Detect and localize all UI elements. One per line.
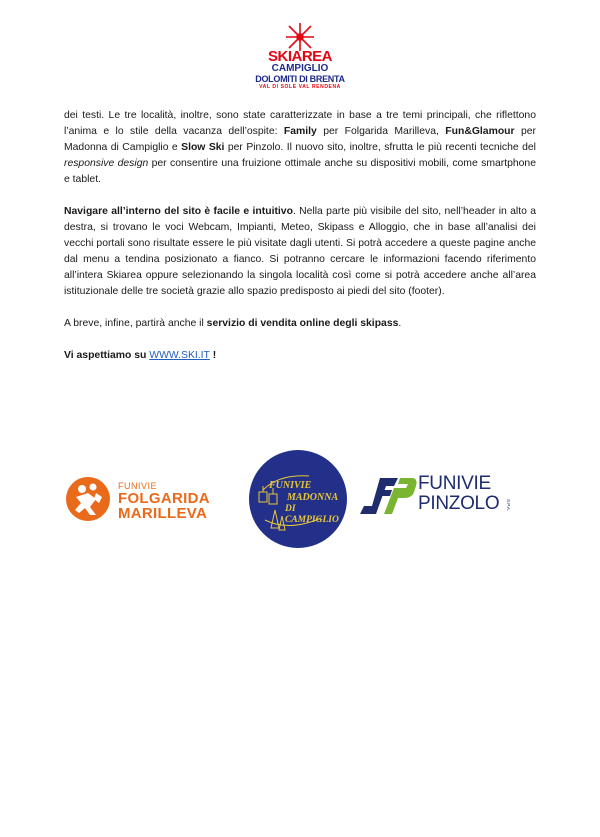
skiarea-logo (252, 22, 348, 102)
text-span: dei testi. Le tre località, inoltre, sono state caratterizzate in base a tre temi principali, che riflettono l’anima e lo stile della vacanza dell’ospite: (64, 110, 536, 137)
skipass-service: servizio di vendita online degli skipass (206, 318, 399, 329)
madonna-line3: DI CAMPIGLIO (285, 504, 339, 525)
text-span: per Madonna di Campiglio e (64, 126, 536, 153)
text-span: per Pinzolo. Il nuovo sito, inoltre, sfrutta le più recenti tecniche del (224, 142, 536, 153)
text-span: . (398, 318, 402, 329)
partner-logos (0, 450, 600, 560)
skiarea-line-dolomiti: DOLOMITI DI BRENTA (255, 74, 345, 84)
theme-family: Family (283, 126, 317, 137)
paragraph-skipass (64, 316, 536, 332)
folgarida-name: FOLGARIDA (118, 490, 210, 507)
pinzolo-line2: PINZOLO (418, 493, 500, 514)
document-body (64, 108, 536, 380)
madonna-di-campiglio-logo (249, 450, 347, 548)
pinzolo-line1: FUNIVIE (418, 473, 491, 494)
madonna-line2: MADONNA (287, 492, 339, 503)
folgarida-marilleva-logo (66, 477, 236, 525)
paragraph-invite (64, 348, 536, 364)
navigation-heading: Navigare all’interno del sito è facile e intuitivo (64, 206, 293, 217)
ski-it-link[interactable]: WWW.SKI.IT (149, 350, 210, 361)
invite-text: Vi aspettiamo su (64, 350, 150, 361)
text-span: per consentire una fruizione ottimale anche su dispositivi mobili, come smartphone e tablet. (64, 158, 536, 185)
madonna-line1: FUNIVIE (269, 480, 312, 491)
paragraph-themes (64, 108, 536, 188)
funivie-pinzolo-logo (358, 474, 528, 524)
folgarida-emblem-icon (66, 477, 110, 521)
folgarida-small-label: FUNIVIE (118, 481, 158, 491)
responsive-design-term: responsive design (64, 158, 149, 169)
text-span: per Folgarida Marilleva, (316, 126, 446, 137)
text-span: A breve, infine, partirà anche il (64, 318, 207, 329)
marilleva-name: MARILLEVA (118, 505, 208, 522)
paragraph-navigation (64, 204, 536, 300)
skiarea-brand: SKIAREA (267, 48, 332, 65)
theme-slow-ski: Slow Ski (181, 142, 225, 153)
skiarea-line-valleys: VAL DI SOLE VAL RENDENA (259, 84, 341, 90)
skiarea-line-campiglio: CAMPIGLIO (271, 63, 329, 74)
text-span: ! (209, 350, 217, 361)
pinzolo-spa-suffix: S.P.A. (506, 499, 511, 512)
pinzolo-fp-emblem-icon (358, 474, 420, 520)
text-span: . Nella parte più visibile del sito, nell’header in alto a destra, si trovano le voci Webcam, Impianti, Meteo, Skipass e Alloggio, che in base all’analisi dei vecchi portali sono risultate essere le più visitate dagli utenti. Si potrà accedere a queste pagine anche dal menu a tendina posizionato a fianco. Si potranno cercare le informazioni facendo riferimento all’intera Skiarea oppure selezionando la singola località così come si potrà accedere anche all’area istituzionale delle tre società grazie allo spazio predisposto ai piedi del sito (footer). (64, 206, 536, 297)
pinzolo-text (418, 474, 499, 514)
theme-fun-glamour: Fun&Glamour (445, 126, 515, 137)
